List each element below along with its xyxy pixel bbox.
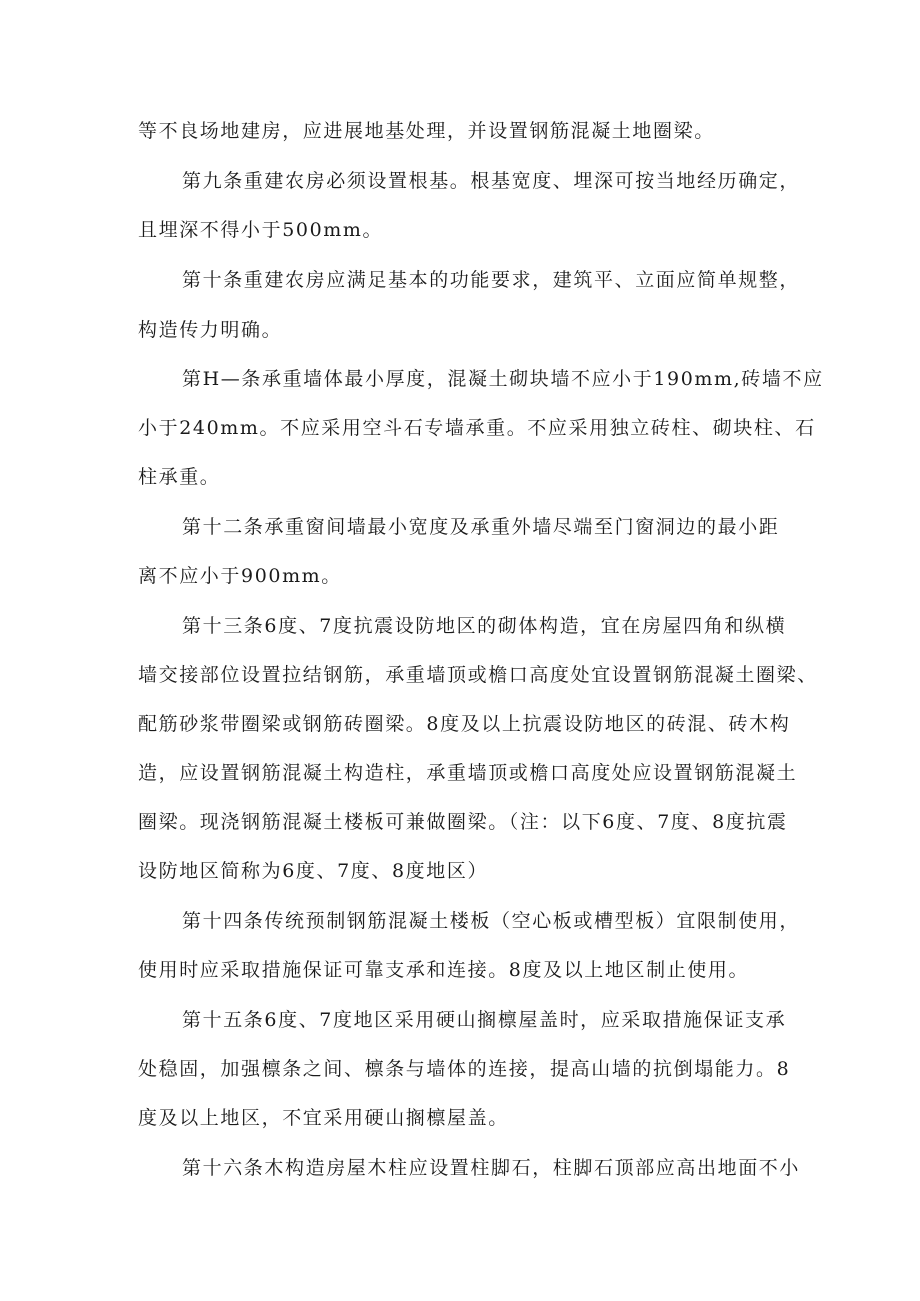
text-line: 圈梁。现浇钢筋混凝土楼板可兼做圈梁。（注：以下6度、7度、8度抗震: [138, 811, 788, 833]
paragraph-line: 第十六条木构造房屋木柱应设置柱脚石，柱脚石顶部应高出地面不小: [182, 1157, 801, 1179]
text-line: 使用时应采取措施保证可靠支承和连接。8度及以上地区制止使用。: [138, 959, 750, 981]
text-line: 处稳固，加强檩条之间、檩条与墙体的连接，提高山墙的抗倒塌能力。8: [138, 1058, 791, 1080]
paragraph-line: 第H—条承重墙体最小厚度，混凝土砌块墙不应小于190mm,砖墙不应: [182, 368, 824, 390]
text-line: 设防地区简称为6度、7度、8度地区）: [138, 860, 489, 882]
text-line: 离不应小于900mm。: [138, 565, 342, 587]
paragraph-line: 第十二条承重窗间墙最小宽度及承重外墙尽端至门窗洞边的最小距: [182, 516, 780, 538]
text-line: 配筋砂浆带圈梁或钢筋砖圈梁。8度及以上抗震设防地区的砖混、砖木构: [138, 713, 791, 735]
text-line: 度及以上地区，不宜采用硬山搁檩屋盖。: [138, 1107, 509, 1129]
text-line: 小于240mm。不应采用空斗石专墙承重。不应采用独立砖柱、砌块柱、石: [138, 417, 816, 439]
text-line: 造，应设置钢筋混凝土构造柱，承重墙顶或檐口高度处应设置钢筋混凝土: [138, 762, 798, 784]
text-line: 构造传力明确。: [138, 319, 283, 341]
paragraph-line: 第九条重建农房必须设置根基。根基宽度、埋深可按当地经历确定，: [182, 170, 801, 192]
text-line: 墙交接部位设置拉结钢筋，承重墙顶或檐口高度处宜设置钢筋混凝土圈梁、: [138, 664, 818, 686]
paragraph-line: 第十条重建农房应满足基本的功能要求，建筑平、立面应简单规整，: [182, 269, 801, 291]
text-line: 柱承重。: [138, 466, 221, 488]
paragraph-line: 第十四条传统预制钢筋混凝土楼板（空心板或槽型板）宜限制使用，: [182, 910, 801, 932]
paragraph-line: 第十五条6度、7度地区采用硬山搁檩屋盖时，应采取措施保证支承: [182, 1009, 787, 1031]
text-line: 等不良场地建房，应进展地基处理，并设置钢筋混凝土地圈梁。: [138, 120, 715, 142]
text-line: 且埋深不得小于500mm。: [138, 219, 384, 241]
paragraph-line: 第十三条6度、7度抗震设防地区的砌体构造，宜在房屋四角和纵横: [182, 615, 787, 637]
